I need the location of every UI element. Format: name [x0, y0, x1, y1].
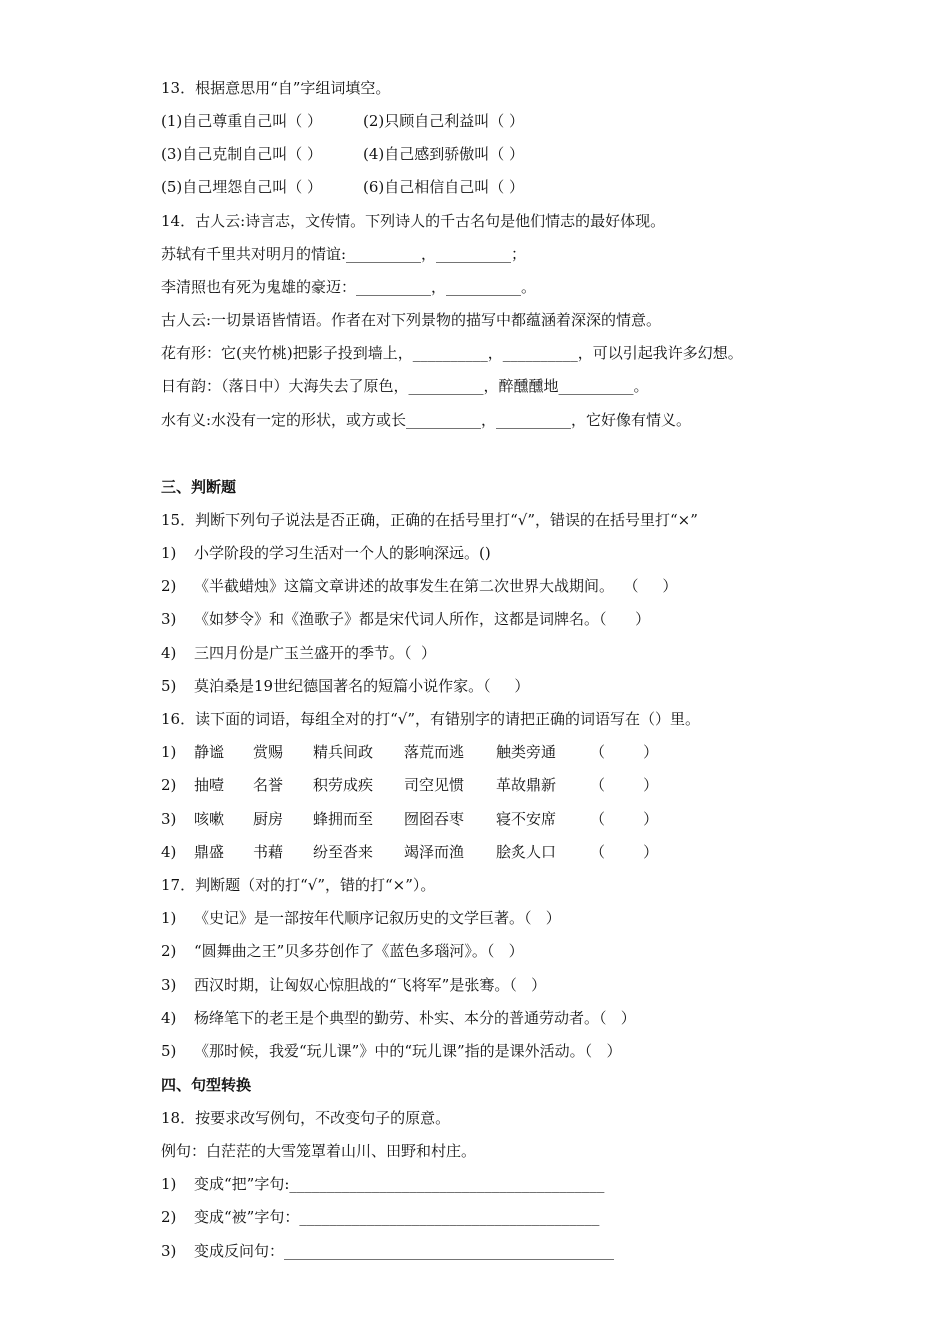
section-3-heading: 三、判断题 [161, 478, 237, 496]
q16-row-4-word-5: 脍炙人口 [496, 843, 557, 861]
q16-row-3-word-2: 厨房 [253, 810, 284, 828]
item-number: 4) [161, 644, 177, 662]
item-text: 《那时候，我爱“玩儿课”》中的“玩儿课”指的是课外活动。（ ） [194, 1042, 622, 1060]
q14-line-3: 古人云:一切景语皆情语。作者在对下列景物的描写中都蕴涵着深深的情意。 [161, 311, 662, 329]
q16-row-3-word-4: 囫囵吞枣 [404, 810, 465, 828]
q14-line-5: 日有韵：（落日中）大海失去了原色，__________，醉醺醺地__________。 [161, 377, 649, 395]
q16-row-3-answer-paren: （ ） [590, 810, 659, 828]
q13-item-5: (5)自己埋怨自己叫（ ） [161, 178, 323, 196]
q16-row-2-word-3: 积劳成疾 [313, 776, 374, 794]
item-number: 3) [161, 976, 177, 994]
q16-row-1-number: 1) [161, 743, 177, 761]
item-text: “圆舞曲之王”贝多芬创作了《蓝色多瑙河》。（ ） [194, 942, 524, 960]
q16-row-3-word-3: 蜂拥而至 [313, 810, 374, 828]
q15-item-1 [161, 543, 491, 563]
q18-item-3 [161, 1241, 614, 1261]
q16-row-1-word-1: 静谧 [194, 743, 225, 761]
q14-line-2: 李清照也有死为鬼雄的豪迈：__________，__________。 [161, 278, 537, 296]
q16-row-3-word-5: 寝不安席 [496, 810, 557, 828]
q16-row-2-answer-paren: （ ） [590, 776, 659, 794]
q16-row-4-word-1: 鼎盛 [194, 843, 225, 861]
q16-row-2-word-1: 抽噎 [194, 776, 225, 794]
q16-row-4-word-2: 书藉 [253, 843, 284, 861]
question-16-title: 16．读下面的词语，每组全对的打“√”，有错别字的请把正确的词语写在（）里。 [161, 710, 700, 728]
q16-row-1-word-4: 落荒而逃 [404, 743, 465, 761]
item-number: 1) [161, 1175, 177, 1193]
q17-item-2 [161, 941, 524, 961]
q16-row-2-word-5: 革故鼎新 [496, 776, 557, 794]
q13-item-2: (2)只顾自己利益叫（ ） [363, 112, 525, 130]
item-number: 5) [161, 677, 177, 695]
item-text: 《史记》是一部按年代顺序记叙历史的文学巨著。（ ） [194, 909, 561, 927]
q17-item-5 [161, 1041, 621, 1061]
question-15-title: 15．判断下列句子说法是否正确，正确的在括号里打“√”，错误的在括号里打“×” [161, 511, 698, 529]
q15-item-5 [161, 676, 529, 696]
item-text: 变成“被”字句：________________________________________ [194, 1208, 600, 1226]
q13-item-1: (1)自己尊重自己叫（ ） [161, 112, 323, 130]
q16-row-1-answer-paren: （ ） [590, 743, 659, 761]
q17-item-1 [161, 908, 561, 928]
q15-item-3 [161, 609, 650, 629]
q16-row-4-word-3: 纷至沓来 [313, 843, 374, 861]
item-number: 1) [161, 544, 177, 562]
q14-line-4: 花有形：它(夹竹桃)把影子投到墙上，__________，__________，可以引起我许多幻想。 [161, 344, 743, 362]
question-17-title: 17．判断题（对的打“√”，错的打“×”）。 [161, 876, 436, 894]
q16-row-1-word-3: 精兵间政 [313, 743, 374, 761]
item-text: 变成“把”字句:__________________________________________ [194, 1175, 605, 1193]
item-number: 1) [161, 909, 177, 927]
question-13-title: 13．根据意思用“自”字组词填空。 [161, 79, 391, 97]
q18-item-2 [161, 1207, 599, 1227]
item-text: 《如梦令》和《渔歌子》都是宋代词人所作，这都是词牌名。（ ） [194, 610, 651, 628]
item-number: 4) [161, 1009, 177, 1027]
q16-row-4-answer-paren: （ ） [590, 843, 659, 861]
item-number: 3) [161, 1242, 177, 1260]
q16-row-3-word-1: 咳嗽 [194, 810, 225, 828]
item-text: 三四月份是广玉兰盛开的季节。（ ） [194, 644, 437, 662]
q18-example: 例句：白茫茫的大雪笼罩着山川、田野和村庄。 [161, 1142, 477, 1160]
item-text: 莫泊桑是19世纪德国著名的短篇小说作家。（ ） [194, 677, 530, 695]
item-text: 小学阶段的学习生活对一个人的影响深远。() [194, 544, 491, 562]
q17-item-4 [161, 1008, 636, 1028]
q16-row-4-number: 4) [161, 843, 177, 861]
q16-row-1-word-5: 触类旁通 [496, 743, 557, 761]
question-18-title: 18．按要求改写例句，不改变句子的原意。 [161, 1109, 451, 1127]
q16-row-1-word-2: 赏赐 [253, 743, 284, 761]
item-number: 3) [161, 610, 177, 628]
q18-item-1 [161, 1174, 604, 1194]
q16-row-4-word-4: 竭泽而渔 [404, 843, 465, 861]
item-number: 2) [161, 942, 177, 960]
item-text: 杨绛笔下的老王是个典型的勤劳、朴实、本分的普通劳动者。（ ） [194, 1009, 636, 1027]
q14-line-1: 苏轼有千里共对明月的情谊:__________，__________； [161, 245, 527, 263]
q16-row-2-word-2: 名誉 [253, 776, 284, 794]
q15-item-4 [161, 643, 436, 663]
q17-item-3 [161, 975, 546, 995]
q13-item-3: (3)自己克制自己叫（ ） [161, 145, 323, 163]
question-14-title: 14．古人云:诗言志，文传情。下列诗人的千古名句是他们情志的最好体现。 [161, 212, 666, 230]
section-4-heading: 四、句型转换 [161, 1076, 252, 1094]
item-text: 西汉时期，让匈奴心惊胆战的“飞将军”是张骞。（ ） [194, 976, 547, 994]
item-text: 《半截蜡烛》这篇文章讲述的故事发生在第二次世界大战期间。 （ ） [194, 577, 678, 595]
q16-row-3-number: 3) [161, 810, 177, 828]
item-text: 变成反问句：____________________________________________ [194, 1242, 615, 1260]
q14-line-6: 水有义:水没有一定的形状，或方或长__________，__________，它好像有情义。 [161, 411, 692, 429]
item-number: 5) [161, 1042, 177, 1060]
item-number: 2) [161, 1208, 177, 1226]
q16-row-2-word-4: 司空见惯 [404, 776, 465, 794]
item-number: 2) [161, 577, 177, 595]
q13-item-4: (4)自己感到骄傲叫（ ） [363, 145, 525, 163]
q13-item-6: (6)自己相信自己叫（ ） [363, 178, 525, 196]
q15-item-2 [161, 576, 677, 596]
q16-row-2-number: 2) [161, 776, 177, 794]
